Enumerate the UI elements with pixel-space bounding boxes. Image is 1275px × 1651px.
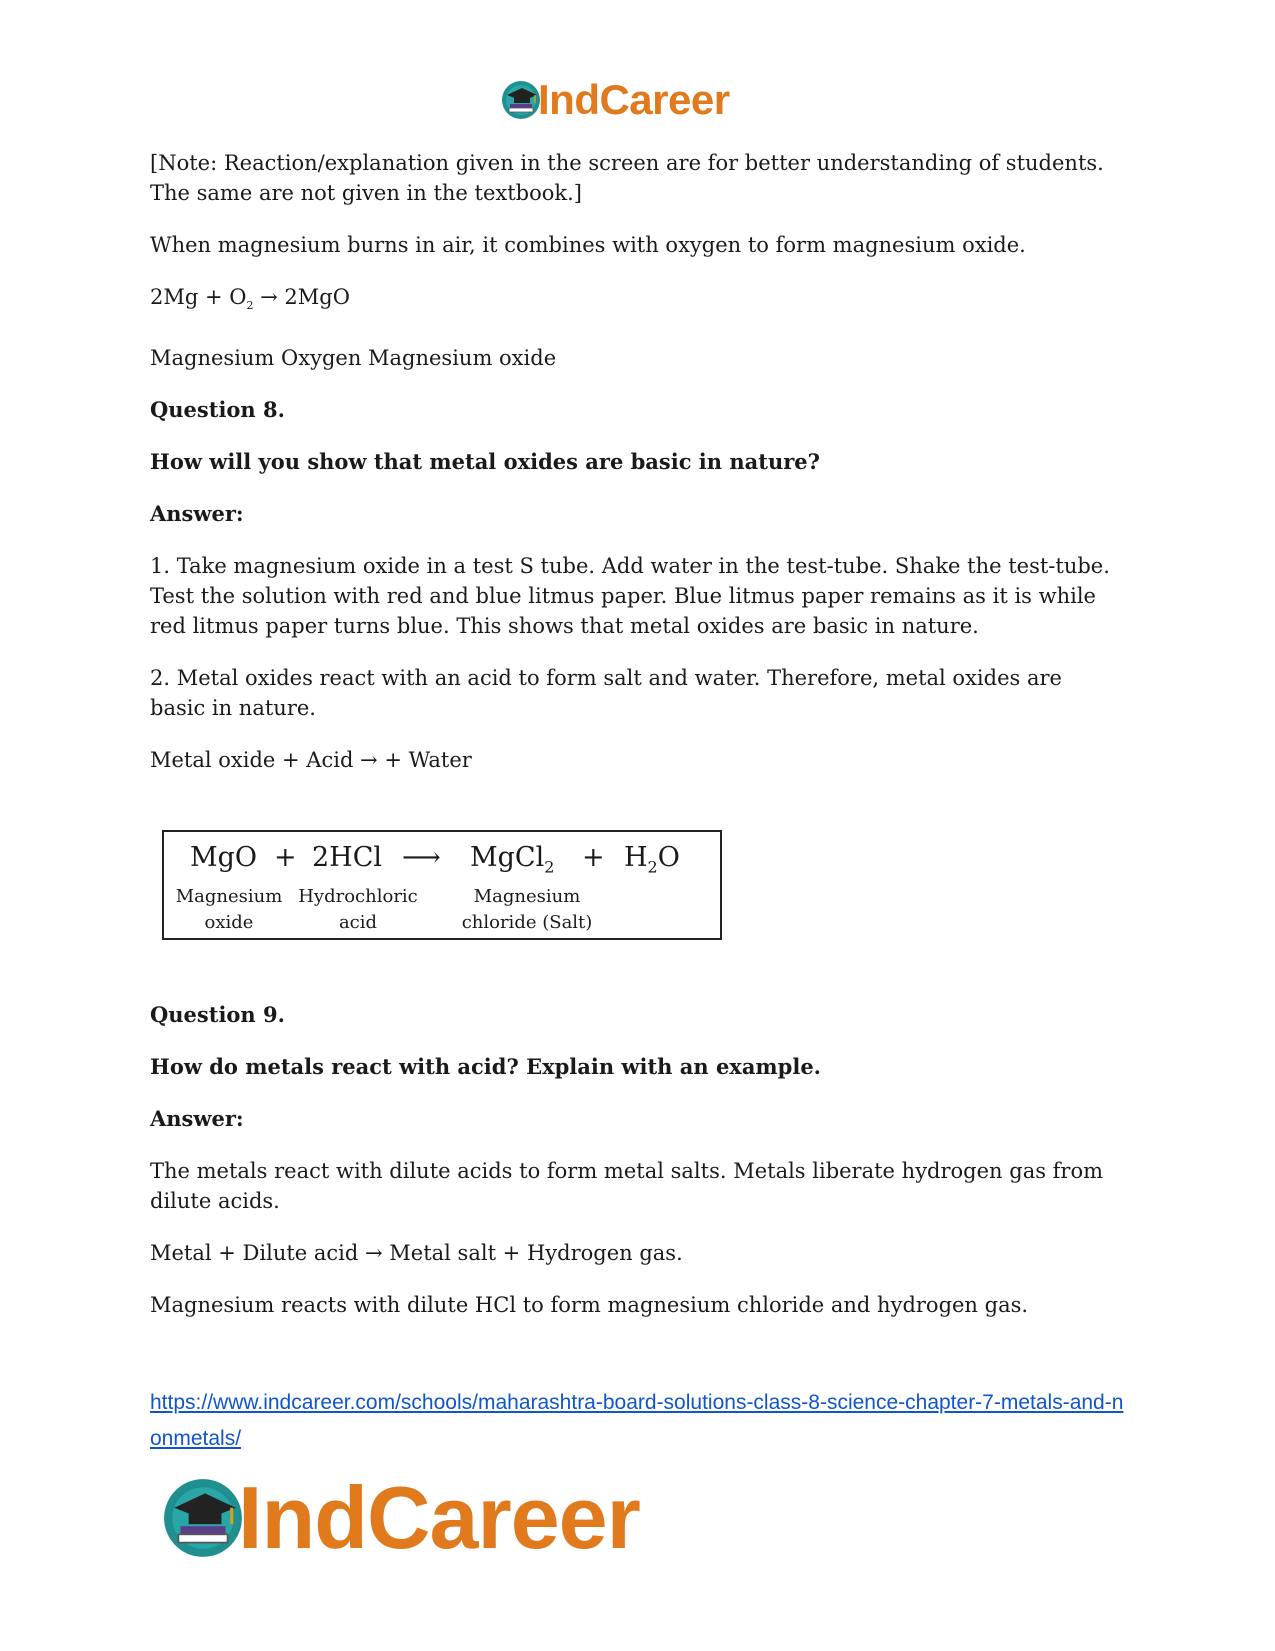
formula-subscript: 2 [647,857,658,877]
source-url-link[interactable]: https://www.indcareer.com/schools/maharashtra-board-solutions-class-8-science-chapter-7-metals-and-nonmetals/ [150,1391,1124,1450]
graduation-book-icon [160,1475,246,1561]
plus-sign: + [274,842,297,873]
label-line: Hydrochloric [298,886,418,907]
label-line: chloride (Salt) [461,912,593,933]
equation-part: 2Mg + O [150,285,247,309]
question-8-text: How will you show that metal oxides are basic in nature? [150,449,820,475]
indcareer-logo-top [500,78,730,122]
label-line: Magnesium [473,886,581,907]
mgo-hcl-equation-box [162,830,722,940]
brand-name: IndCareer [238,1468,640,1567]
label-line: acid [338,912,378,933]
label-magnesium-oxide [174,884,284,936]
answer-label: Answer: [150,1106,244,1131]
formula-part: H [624,842,648,873]
formula-mgcl2 [470,842,554,876]
magnesium-hcl-paragraph: Magnesium reacts with dilute HCl to form magnesium chloride and hydrogen gas. [150,1293,1029,1317]
magnesium-burns-paragraph: When magnesium burns in air, it combines with oxygen to form magnesium oxide. [150,233,1026,257]
metal-oxide-acid-equation: Metal oxide + Acid → + Water [150,748,472,773]
equation-names: Magnesium Oxygen Magnesium oxide [150,346,557,371]
formula-subscript: 2 [544,857,555,877]
question-9-text: How do metals react with acid? Explain with an example. [150,1054,821,1079]
reaction-arrow: ⟶ [402,842,441,873]
equation-subscript: 2 [246,299,254,313]
label-line: oxide [204,912,254,933]
answer-8-point-1: 1. Take magnesium oxide in a test S tube. Add water in the test-tube. Shake the test-tube. Test the solution with red and blue litmus paper. Blue litmus paper remains as it is while red litmus paper turns blue. This shows that metal oxides are basic in nature. [150,554,1110,639]
label-hydrochloric-acid [288,884,428,936]
indcareer-logo-bottom [160,1470,640,1566]
formula-part: MgCl [470,842,545,873]
label-line: Magnesium [175,886,283,907]
equation-part: → 2MgO [253,285,350,309]
formula-hcl: 2HCl [312,842,383,873]
formula-h2o [624,842,680,876]
answer-8-point-2: 2. Metal oxides react with an acid to form salt and water. Therefore, metal oxides are basic in nature. [150,666,1062,721]
question-8-heading: Question 8. [150,397,285,423]
magnesium-oxide-equation [150,282,1120,321]
formula-mgo: MgO [190,842,258,873]
plus-sign: + [582,842,605,873]
question-9-heading: Question 9. [150,1002,285,1027]
metal-acid-equation: Metal + Dilute acid → Metal salt + Hydrogen gas. [150,1241,683,1265]
document-body-lower [150,1000,1120,1342]
answer-label: Answer: [150,501,244,527]
label-magnesium-chloride [442,884,612,936]
answer-9-paragraph: The metals react with dilute acids to form metal salts. Metals liberate hydrogen gas from dilute acids. [150,1159,1104,1213]
brand-name: IndCareer [538,76,730,123]
document-body [150,148,1120,797]
formula-part: O [657,842,680,873]
graduation-book-icon [500,79,542,121]
note-paragraph: [Note: Reaction/explanation given in the screen are for better understanding of students. The same are not given in the textbook.] [150,151,1104,205]
